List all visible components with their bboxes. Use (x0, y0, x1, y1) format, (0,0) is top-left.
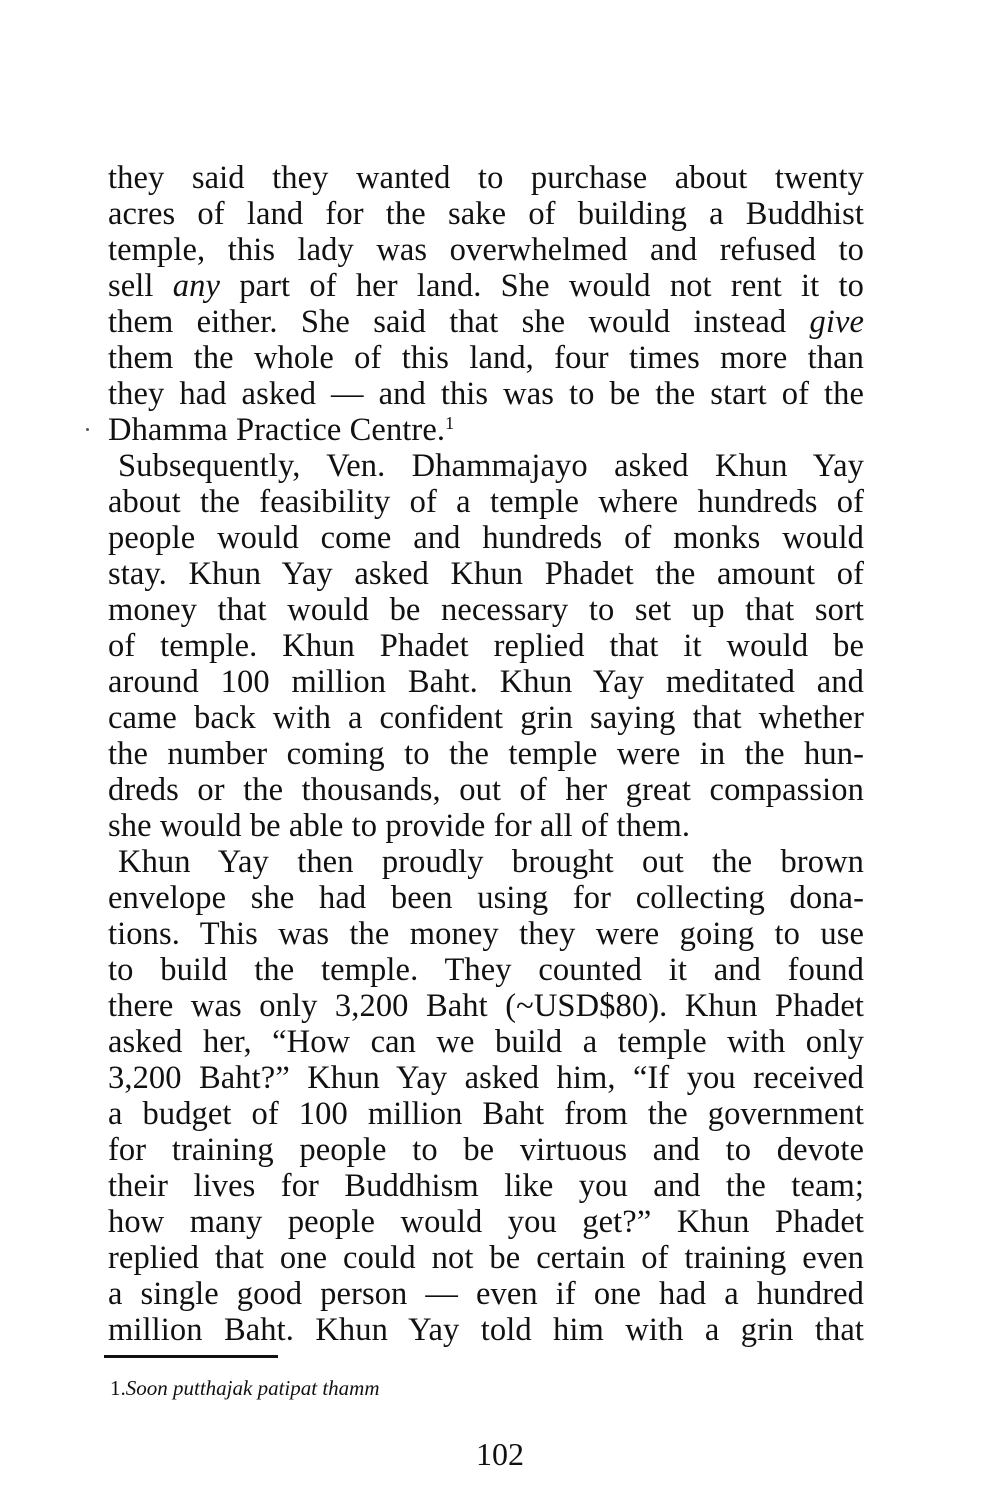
body-text-line (108, 304, 864, 340)
body-text-segment: them either. She said that she would instead (108, 304, 810, 340)
body-text-line: about the feasibility of a temple where hundreds of (108, 484, 864, 520)
body-text-line: of temple. Khun Phadet replied that it would be (108, 628, 864, 664)
body-text-segment: Dhamma Practice Centre. (108, 412, 446, 448)
body-text-line: dreds or the thousands, out of her great compassion (108, 772, 864, 808)
body-text-line: envelope she had been using for collecting dona- (108, 880, 864, 916)
body-text-line (108, 412, 864, 448)
body-text-line: came back with a confident grin saying that whether (108, 700, 864, 736)
body-text-line: people would come and hundreds of monks would (108, 520, 864, 556)
footnote-text: Soon putthajak patipat thamm (125, 1376, 380, 1400)
body-text-line: how many people would you get?” Khun Phadet (108, 1204, 864, 1240)
emphasized-word: any (172, 268, 220, 304)
body-text-line: she would be able to provide for all of them. (108, 808, 691, 844)
body-text-line: a single good person — even if one had a hundred (108, 1276, 864, 1312)
body-text-line: acres of land for the sake of building a Buddhist (108, 196, 864, 232)
body-text-line: for training people to be virtuous and to devote (108, 1132, 864, 1168)
body-text-line: the number coming to the temple were in the hun- (108, 736, 864, 772)
body-text-line: money that would be necessary to set up that sort (108, 592, 864, 628)
body-text-segment: sell (108, 268, 173, 304)
body-text-line: asked her, “How can we build a temple with only (108, 1024, 864, 1060)
body-text-line: there was only 3,200 Baht (~USD$80). Khun Phadet (108, 988, 864, 1024)
body-text-line: stay. Khun Yay asked Khun Phadet the amount of (108, 556, 864, 592)
body-text-line: 3,200 Baht?” Khun Yay asked him, “If you received (108, 1060, 864, 1096)
body-text-line: they said they wanted to purchase about twenty (108, 160, 864, 196)
body-text-line: replied that one could not be certain of training even (108, 1240, 864, 1276)
body-text-line: Subsequently, Ven. Dhammajayo asked Khun Yay (118, 448, 864, 484)
emphasized-word: give (809, 304, 864, 340)
footnote-number: 1. (110, 1376, 126, 1400)
footnote (110, 1376, 380, 1400)
body-text-line: Khun Yay then proudly brought out the brown (118, 844, 864, 880)
body-text-line: around 100 million Baht. Khun Yay meditated and (108, 664, 864, 700)
body-text-line: temple, this lady was overwhelmed and refused to (108, 232, 864, 268)
body-text-line: them the whole of this land, four times more than (108, 340, 864, 376)
body-text-line (108, 268, 864, 304)
body-text-segment: part of her land. She would not rent it to (219, 268, 864, 304)
body-text-line: they had asked — and this was to be the start of the (108, 376, 864, 412)
scan-speck (86, 428, 89, 431)
body-text-line: their lives for Buddhism like you and the team; (108, 1168, 864, 1204)
body-text-line: to build the temple. They counted it and found (108, 952, 864, 988)
body-text-line: million Baht. Khun Yay told him with a grin that (108, 1312, 864, 1348)
footnote-separator (104, 1355, 278, 1358)
footnote-reference: 1 (445, 413, 455, 433)
body-text-line: a budget of 100 million Baht from the government (108, 1096, 864, 1132)
page-number: 102 (476, 1436, 524, 1472)
body-text-line: tions. This was the money they were going to use (108, 916, 864, 952)
